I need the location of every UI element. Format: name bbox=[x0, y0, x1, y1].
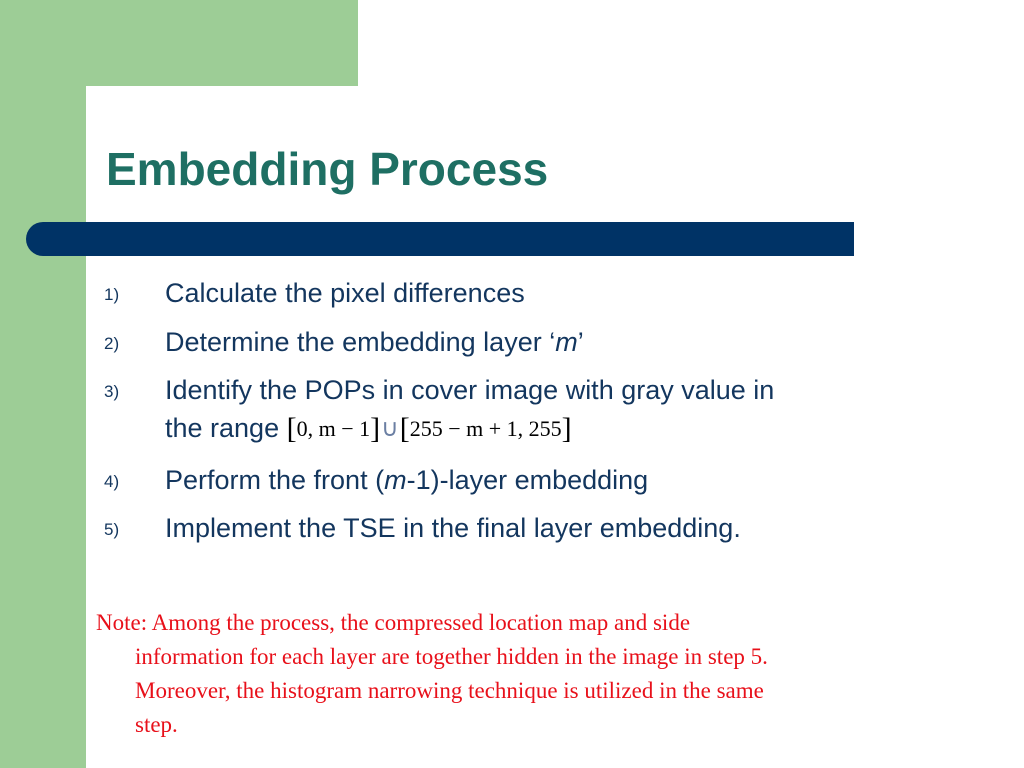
formula-bracket: ] bbox=[561, 412, 572, 445]
title-underline-bar bbox=[26, 222, 854, 256]
formula-bracket: [ bbox=[286, 412, 297, 445]
step-text: Implement the TSE in the final layer embedding. bbox=[165, 513, 741, 543]
note-line-2: information for each layer are together hidden in the image in step 5. bbox=[135, 644, 768, 669]
step-text-suffix: ’ bbox=[577, 327, 584, 357]
formula-bracket: ] bbox=[370, 412, 381, 445]
step-text bbox=[165, 461, 955, 499]
note-line-1: Note: Among the process, the compressed location map and side bbox=[96, 610, 691, 635]
step-text-line-1: Identify the POPs in cover image with gray value in bbox=[165, 375, 775, 405]
step-variable-m: m bbox=[555, 327, 578, 357]
formula-range-low: 0, m − 1 bbox=[296, 416, 371, 441]
step-text-prefix: Determine the embedding layer ‘ bbox=[165, 327, 556, 357]
step-text: Calculate the pixel differences bbox=[165, 278, 525, 308]
step-number: 3) bbox=[104, 382, 120, 401]
step-number: 1) bbox=[104, 285, 120, 304]
slide-title: Embedding Process bbox=[106, 143, 549, 195]
step-text-prefix: Perform the front ( bbox=[165, 465, 385, 495]
formula-range-high: 255 − m + 1, 255 bbox=[409, 416, 562, 441]
step-text-line-2: the range bbox=[165, 413, 280, 443]
step-number: 2) bbox=[104, 334, 120, 353]
step-number: 5) bbox=[104, 520, 120, 539]
range-formula bbox=[286, 412, 572, 445]
union-symbol: ∪ bbox=[381, 415, 399, 442]
formula-bracket: [ bbox=[399, 412, 410, 445]
step-text-suffix: -1)-layer embedding bbox=[406, 465, 649, 495]
note-line-3: Moreover, the histogram narrowing technique is utilized in the same bbox=[135, 678, 764, 703]
step-variable-m: m bbox=[384, 465, 407, 495]
step-text bbox=[165, 323, 955, 361]
step-number: 4) bbox=[104, 472, 120, 491]
decorative-green-side-panel bbox=[0, 0, 86, 768]
note-paragraph bbox=[96, 606, 926, 742]
note-line-4: step. bbox=[135, 712, 178, 737]
step-text bbox=[165, 371, 955, 448]
